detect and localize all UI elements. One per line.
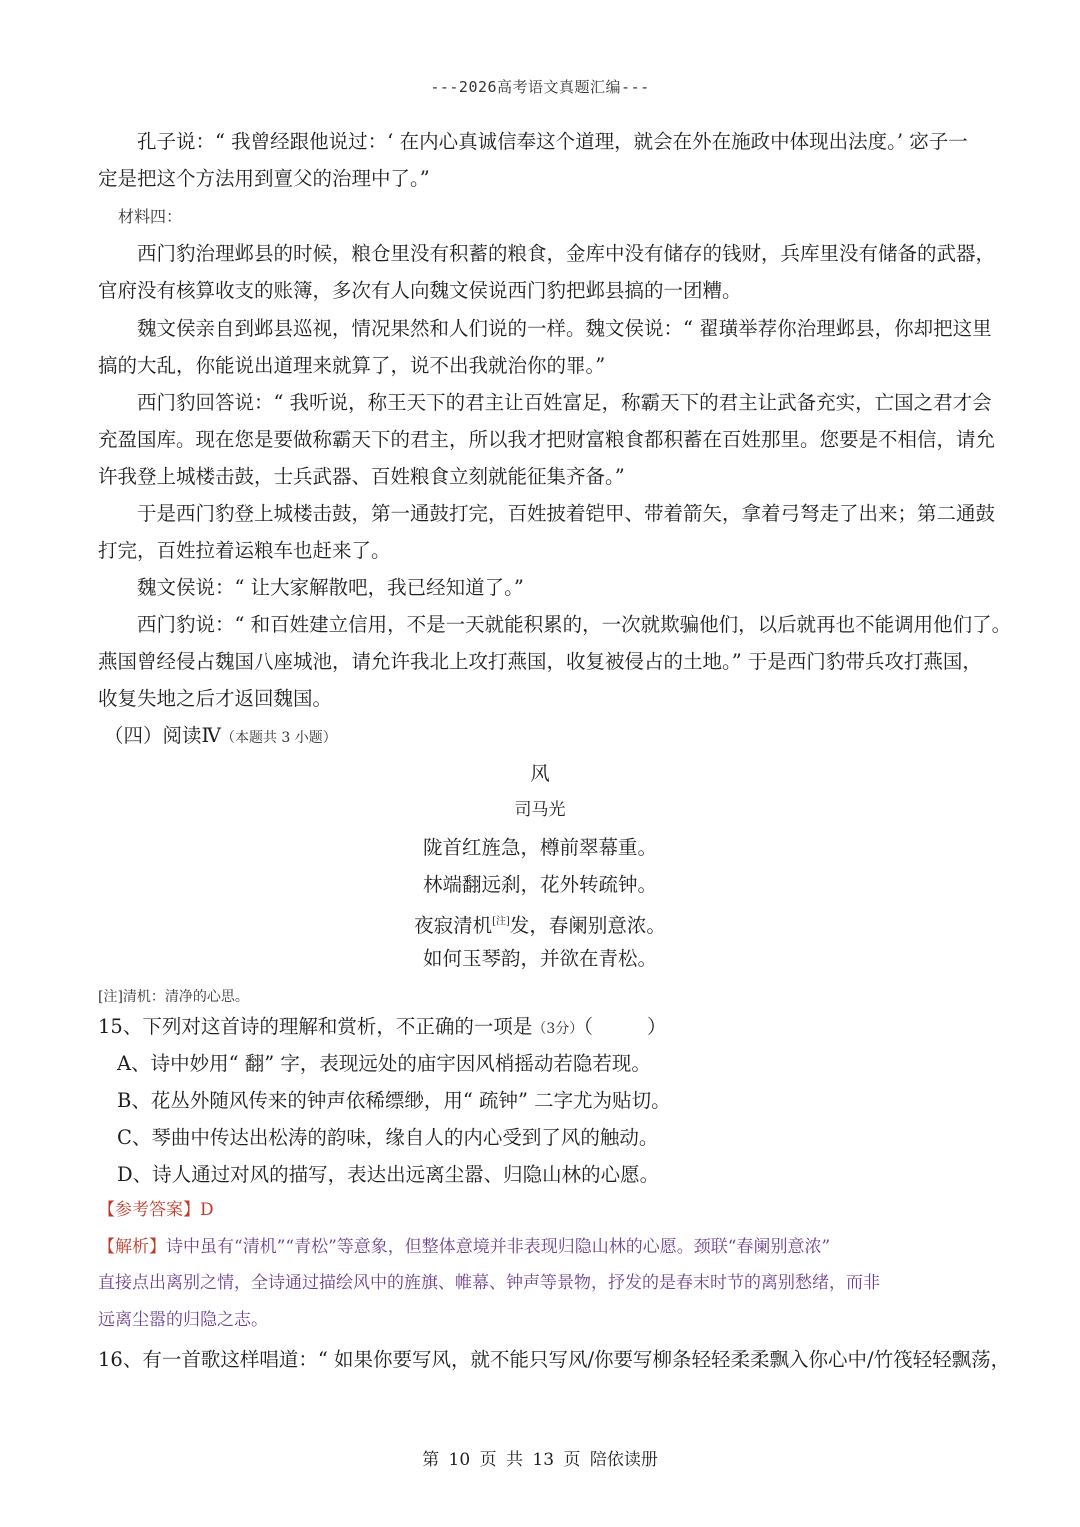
option-a: A、诗中妙用“ 翻” 字，表现远处的庙宇因风梢摇动若隐若现。 xyxy=(117,1052,651,1075)
question-15 xyxy=(0,1015,1080,1041)
analysis-line: 直接点出离别之情，全诗通过描绘风中的旌旗、帷幕、钟声等景物，抒发的是春末时节的离别愁绪，而非 xyxy=(98,1273,880,1293)
paragraph-line: 搞的大乱，你能说出道理来就算了，说不出我就治你的罪。” xyxy=(98,354,606,377)
question-16: 16、有一首歌这样唱道：“ 如果你要写风，就不能只写风/你要写柳条轻轻柔柔飘入你心中/竹筏轻轻飘荡， xyxy=(98,1348,1011,1371)
page-header: ---2026高考语文真题汇编--- xyxy=(430,78,650,96)
poem-line-part: 夜寂清机 xyxy=(414,914,493,937)
paragraph-line: 收复失地之后才返回魏国。 xyxy=(98,687,333,710)
poem-line: 陇首红旌急，樽前翠幕重。 xyxy=(422,836,657,859)
question-stem: 15、下列对这首诗的理解和赏析，不正确的一项是 xyxy=(98,1015,533,1038)
paragraph-line: 西门豹说：“ 和百姓建立信用，不是一天就能积累的，一次就欺骗他们，以后就再也不能调用他们了。 xyxy=(137,613,1012,636)
poem-line: 林端翻远刹，花外转疏钟。 xyxy=(422,873,657,896)
footnote-marker: [注] xyxy=(492,916,510,927)
answer-paren-open: （ xyxy=(583,1015,594,1038)
paragraph-line: 魏文侯亲自到邺县巡视，情况果然和人们说的一样。魏文侯说：“ 翟璜举荐你治理邺县，你却把这里 xyxy=(137,317,992,340)
section-title xyxy=(0,724,1080,750)
question-score: （3分） xyxy=(532,1021,584,1037)
paragraph-line: 孔子说：“ 我曾经跟他说过：‘ 在内心真诚信奉这个道理，就会在外在施政中体现出法度。’ 宓子一 xyxy=(137,130,968,153)
answer-tag: 【参考答案】 xyxy=(98,1200,200,1220)
paragraph-line: 于是西门豹登上城楼击鼓，第一通鼓打完，百姓披着铠甲、带着箭矢，拿着弓弩走了出来；第二通鼓 xyxy=(137,502,996,525)
paragraph-line: 西门豹回答说：“ 我听说，称王天下的君主让百姓富足，称霸天下的君主让武备充实，亡国之君才会 xyxy=(137,391,992,414)
poem-footnote: [注]清机：清净的心思。 xyxy=(98,989,249,1005)
paragraph-line: 西门豹治理邺县的时候，粮仓里没有积蓄的粮食，金库中没有储存的钱财，兵库里没有储备的武器， xyxy=(137,242,996,265)
answer-paren-close: ） xyxy=(647,1015,667,1038)
material-label: 材料四： xyxy=(118,207,183,226)
poem-line-part: 发，春阑别意浓。 xyxy=(509,914,666,937)
section-note: （本题共 3 小题） xyxy=(220,730,337,746)
paragraph-line: 官府没有核算收支的账簿，多次有人向魏文侯说西门豹把邺县搞的一团糟。 xyxy=(98,279,742,302)
paragraph-line: 充盈国库。现在您是要做称霸天下的君主，所以我才把财富粮食都积蓄在百姓那里。您要是不相信，请允 xyxy=(98,428,996,451)
option-c: C、琴曲中传达出松涛的韵味，缘自人的内心受到了风的触动。 xyxy=(117,1126,659,1149)
paragraph-line: 魏文侯说：“ 让大家解散吧，我已经知道了。” xyxy=(137,576,524,599)
analysis-line: 远离尘嚣的归隐之志。 xyxy=(98,1310,268,1330)
option-d: D、诗人通过对风的描写，表达出远离尘嚣、归隐山林的心愿。 xyxy=(117,1163,660,1186)
reference-answer xyxy=(0,1198,1080,1222)
paragraph-line: 许我登上城楼击鼓，士兵武器、百姓粮食立刻就能征集齐备。” xyxy=(98,465,625,488)
poem-author: 司马光 xyxy=(514,800,566,820)
paragraph-line: 燕国曾经侵占魏国八座城池，请允许我北上攻打燕国，收复被侵占的土地。” 于是西门豹带兵攻打燕国， xyxy=(98,650,982,673)
section-title-text: （四）阅读Ⅳ xyxy=(104,724,221,747)
option-b: B、花丛外随风传来的钟声依稀缥缈，用“ 疏钟” 二字尤为贴切。 xyxy=(117,1089,671,1112)
analysis-tag: 【解析】 xyxy=(98,1237,166,1257)
poem-title: 风 xyxy=(530,762,550,785)
paragraph-line: 定是把这个方法用到亶父的治理中了。” xyxy=(98,167,430,190)
poem-line: 如何玉琴韵，并欲在青松。 xyxy=(422,947,657,970)
analysis-text: 诗中虽有“清机”“青松”等意象，但整体意境并非表现归隐山林的心愿。颈联“春阑别意浓” xyxy=(166,1237,831,1257)
page-footer: 第 10 页 共 13 页 陪依读册 xyxy=(422,1450,658,1470)
paragraph-line: 打完，百姓拉着运粮车也赶来了。 xyxy=(98,539,391,562)
answer-value: D xyxy=(200,1200,214,1220)
poem-line xyxy=(0,910,1080,938)
analysis-line xyxy=(0,1234,1080,1259)
